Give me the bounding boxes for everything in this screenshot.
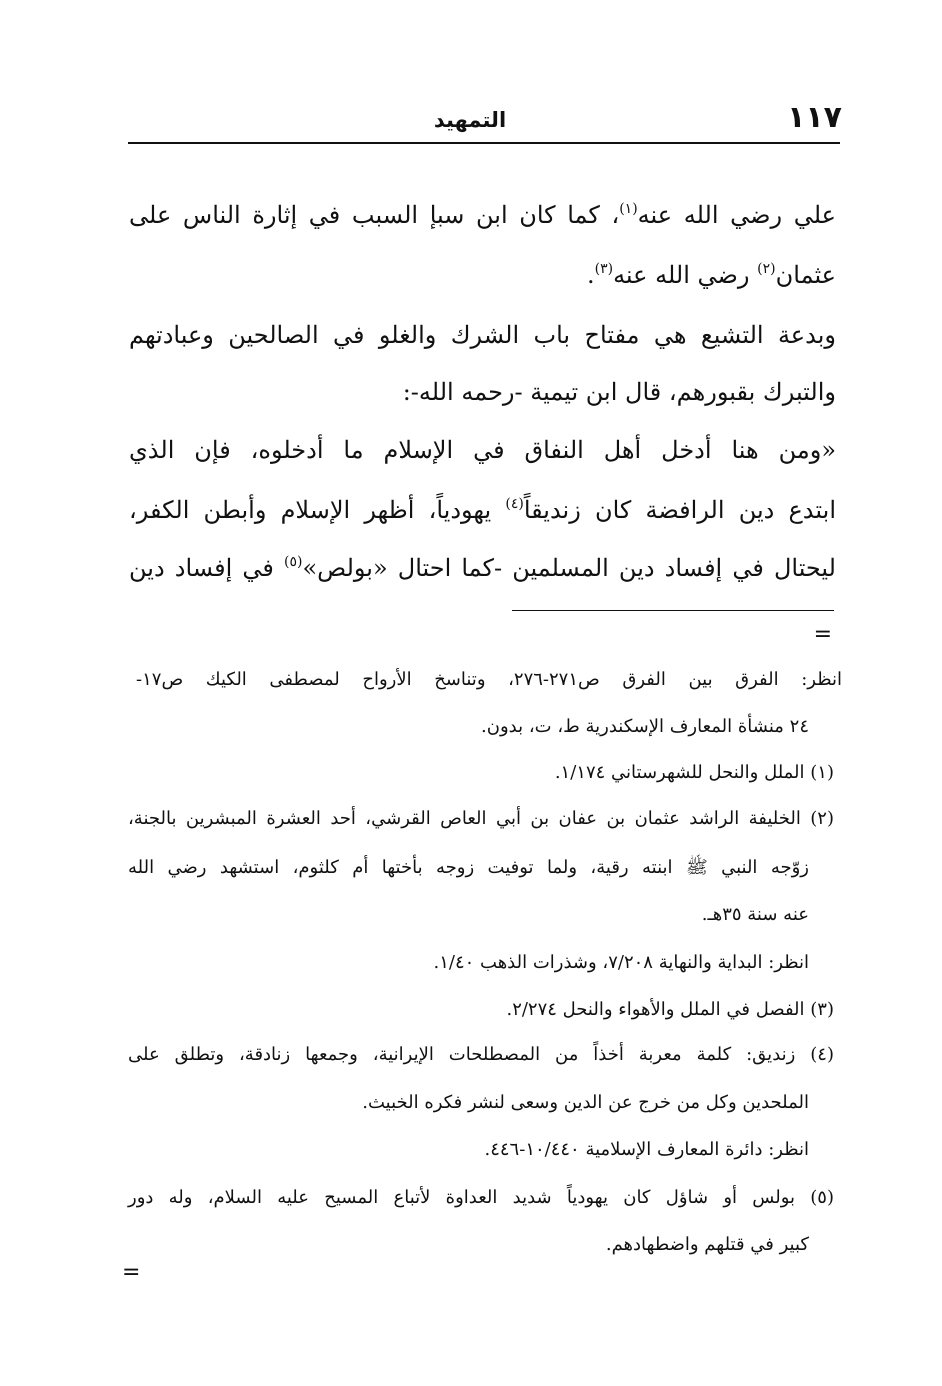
footnote-reference: (٢) <box>757 261 776 278</box>
footnote-reference: (٥) <box>284 554 303 571</box>
footnote-line: (٤) زنديق: كلمة معربة أخذاً من المصطلحات الإيرانية، وجمعها زنادقة، وتطلق على <box>128 1044 834 1065</box>
page-number: ١١٧ <box>787 100 842 135</box>
body-line: وبدعة التشيع هي مفتاح باب الشرك والغلو في الصالحين وعبادتهم <box>129 321 836 349</box>
body-line: علي رضي الله عنه$^{(١)}$، كما كان ابن سبإ السبب في إثارة الناس على <box>129 201 836 229</box>
footnote-line: (٢) الخليفة الراشد عثمان بن عفان بن أبي العاص القرشي، أحد العشرة المبشرين بالجنة، <box>128 808 834 829</box>
footnote-line: عنه سنة ٣٥هـ. <box>701 904 809 925</box>
header-rule <box>128 142 840 144</box>
continuation-mark: = <box>813 622 832 647</box>
body-line: ابتدع دين الرافضة كان زنديقاً$^{(٤)}$ يهودياً، أظهر الإسلام وأبطن الكفر، <box>129 496 836 524</box>
body-line: «ومن هنا أدخل أهل النفاق في الإسلام ما أدخلوه، فإن الذي <box>129 436 836 464</box>
continuation-mark: = <box>122 1260 141 1285</box>
footnote-line: زوّجه النبي ﷺ ابنته رقية، ولما توفيت زوجه بأختها أم كلثوم، استشهد رضي الله <box>128 857 809 878</box>
footnote-line: انظر: دائرة المعارف الإسلامية ١٠/٤٤٠-٤٤٦. <box>484 1139 809 1160</box>
body-line: عثمان$^{(٢)}$ رضي الله عنه$^{(٣)}$. <box>586 261 836 289</box>
footnote-line: (٥) بولس أو شاؤل كان يهودياً شديد العداوة لأتباع المسيح عليه السلام، وله دور <box>128 1187 834 1208</box>
footnote-line: كبير في قتلهم واضطهادهم. <box>605 1234 809 1255</box>
body-line: ليحتال في إفساد دين المسلمين -كما احتال «بولص»$^{(٥)}$ في إفساد دين <box>129 554 836 582</box>
body-line: والتبرك بقبورهم، قال ابن تيمية -رحمه الله-: <box>402 378 836 406</box>
footnote-line: ٢٤ منشأة المعارف الإسكندرية ط، ت، بدون. <box>481 716 809 737</box>
footnote-reference: (٤) <box>505 496 524 513</box>
footnote-separator <box>512 610 834 611</box>
footnote-line: الملحدين وكل من خرج عن الدين وسعى لنشر فكره الخبيث. <box>362 1092 809 1113</box>
footnote-line: انظر: الفرق بين الفرق ص٢٧١-٢٧٦، وتناسخ الأرواح لمصطفى الكيك ص١٧- <box>136 669 843 690</box>
footnote-reference: (١) <box>619 201 638 218</box>
footnote-reference: (٣) <box>594 261 614 278</box>
running-title: التمهيد <box>433 108 507 132</box>
footnote-line: انظر: البداية والنهاية ٧/٢٠٨، وشذرات الذهب ١/٤٠. <box>433 952 809 973</box>
footnote-line: (٣) الفصل في الملل والأهواء والنحل ٢/٢٧٤. <box>506 999 834 1020</box>
footnote-line: (١) الملل والنحل للشهرستاني ١/١٧٤. <box>554 762 834 783</box>
